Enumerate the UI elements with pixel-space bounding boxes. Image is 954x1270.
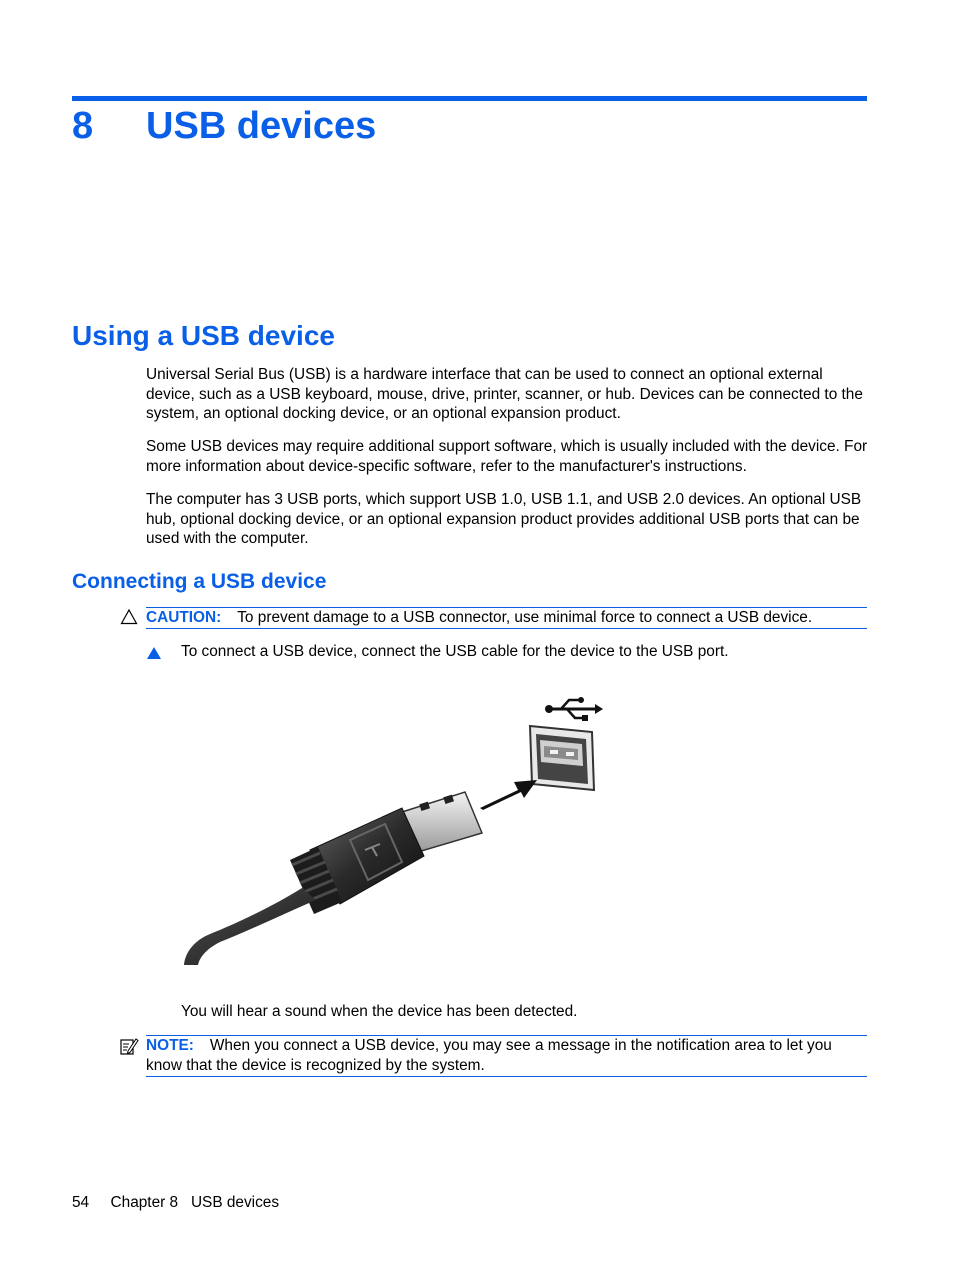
insert-arrow [480, 780, 537, 810]
chapter-title: USB devices [146, 105, 377, 147]
footer-chapter-title: USB devices [190, 1194, 280, 1211]
chapter-rule [72, 96, 867, 101]
caution-text: To prevent damage to a USB connector, use minimal force to connect a USB device. [237, 609, 813, 626]
usb-cable [184, 888, 316, 965]
usb-symbol-icon [545, 697, 603, 721]
paragraph-usb-intro: Universal Serial Bus (USB) is a hardware interface that can be used to connect an optional external device, such as a USB keyboard, mouse, drive, printer, scanner, or hub. Devices can be connected to the system, an optional docking device, or an optional expansion product. [146, 366, 863, 423]
section-heading: Using a USB device [72, 320, 335, 351]
step-triangle-icon [146, 645, 162, 661]
subsection-heading: Connecting a USB device [72, 570, 327, 593]
caution-line [146, 608, 812, 627]
page-number: 54 [72, 1194, 90, 1211]
usb-port [530, 726, 594, 790]
page-footer [72, 1193, 279, 1212]
device-detected-text: You will hear a sound when the device has been detected. [181, 1003, 578, 1020]
paragraph-usb-ports: The computer has 3 USB ports, which support USB 1.0, USB 1.1, and USB 2.0 devices. An optional USB hub, optional docking device, or an optional expansion product provides additional USB ports that can be used with the computer. [146, 491, 862, 548]
caution-triangle-icon [120, 608, 138, 626]
step-text: To connect a USB device, connect the USB cable for the device to the USB port. [181, 643, 729, 660]
caution-label: CAUTION: [146, 609, 222, 626]
usb-connection-illustration [180, 690, 610, 975]
note-label: NOTE: [146, 1037, 194, 1054]
note-line [146, 1036, 867, 1075]
paragraph-support-software: Some USB devices may require additional support software, which is usually included with the device. For more information about device-specific software, refer to the manufacturer's instructions. [146, 438, 868, 475]
footer-chapter-label: Chapter 8 [110, 1194, 179, 1211]
chapter-number: 8 [72, 105, 94, 147]
note-pencil-icon [119, 1036, 139, 1056]
note-text: When you connect a USB device, you may see a message in the notification area to let you know that the device is recognized by the system. [146, 1037, 832, 1074]
